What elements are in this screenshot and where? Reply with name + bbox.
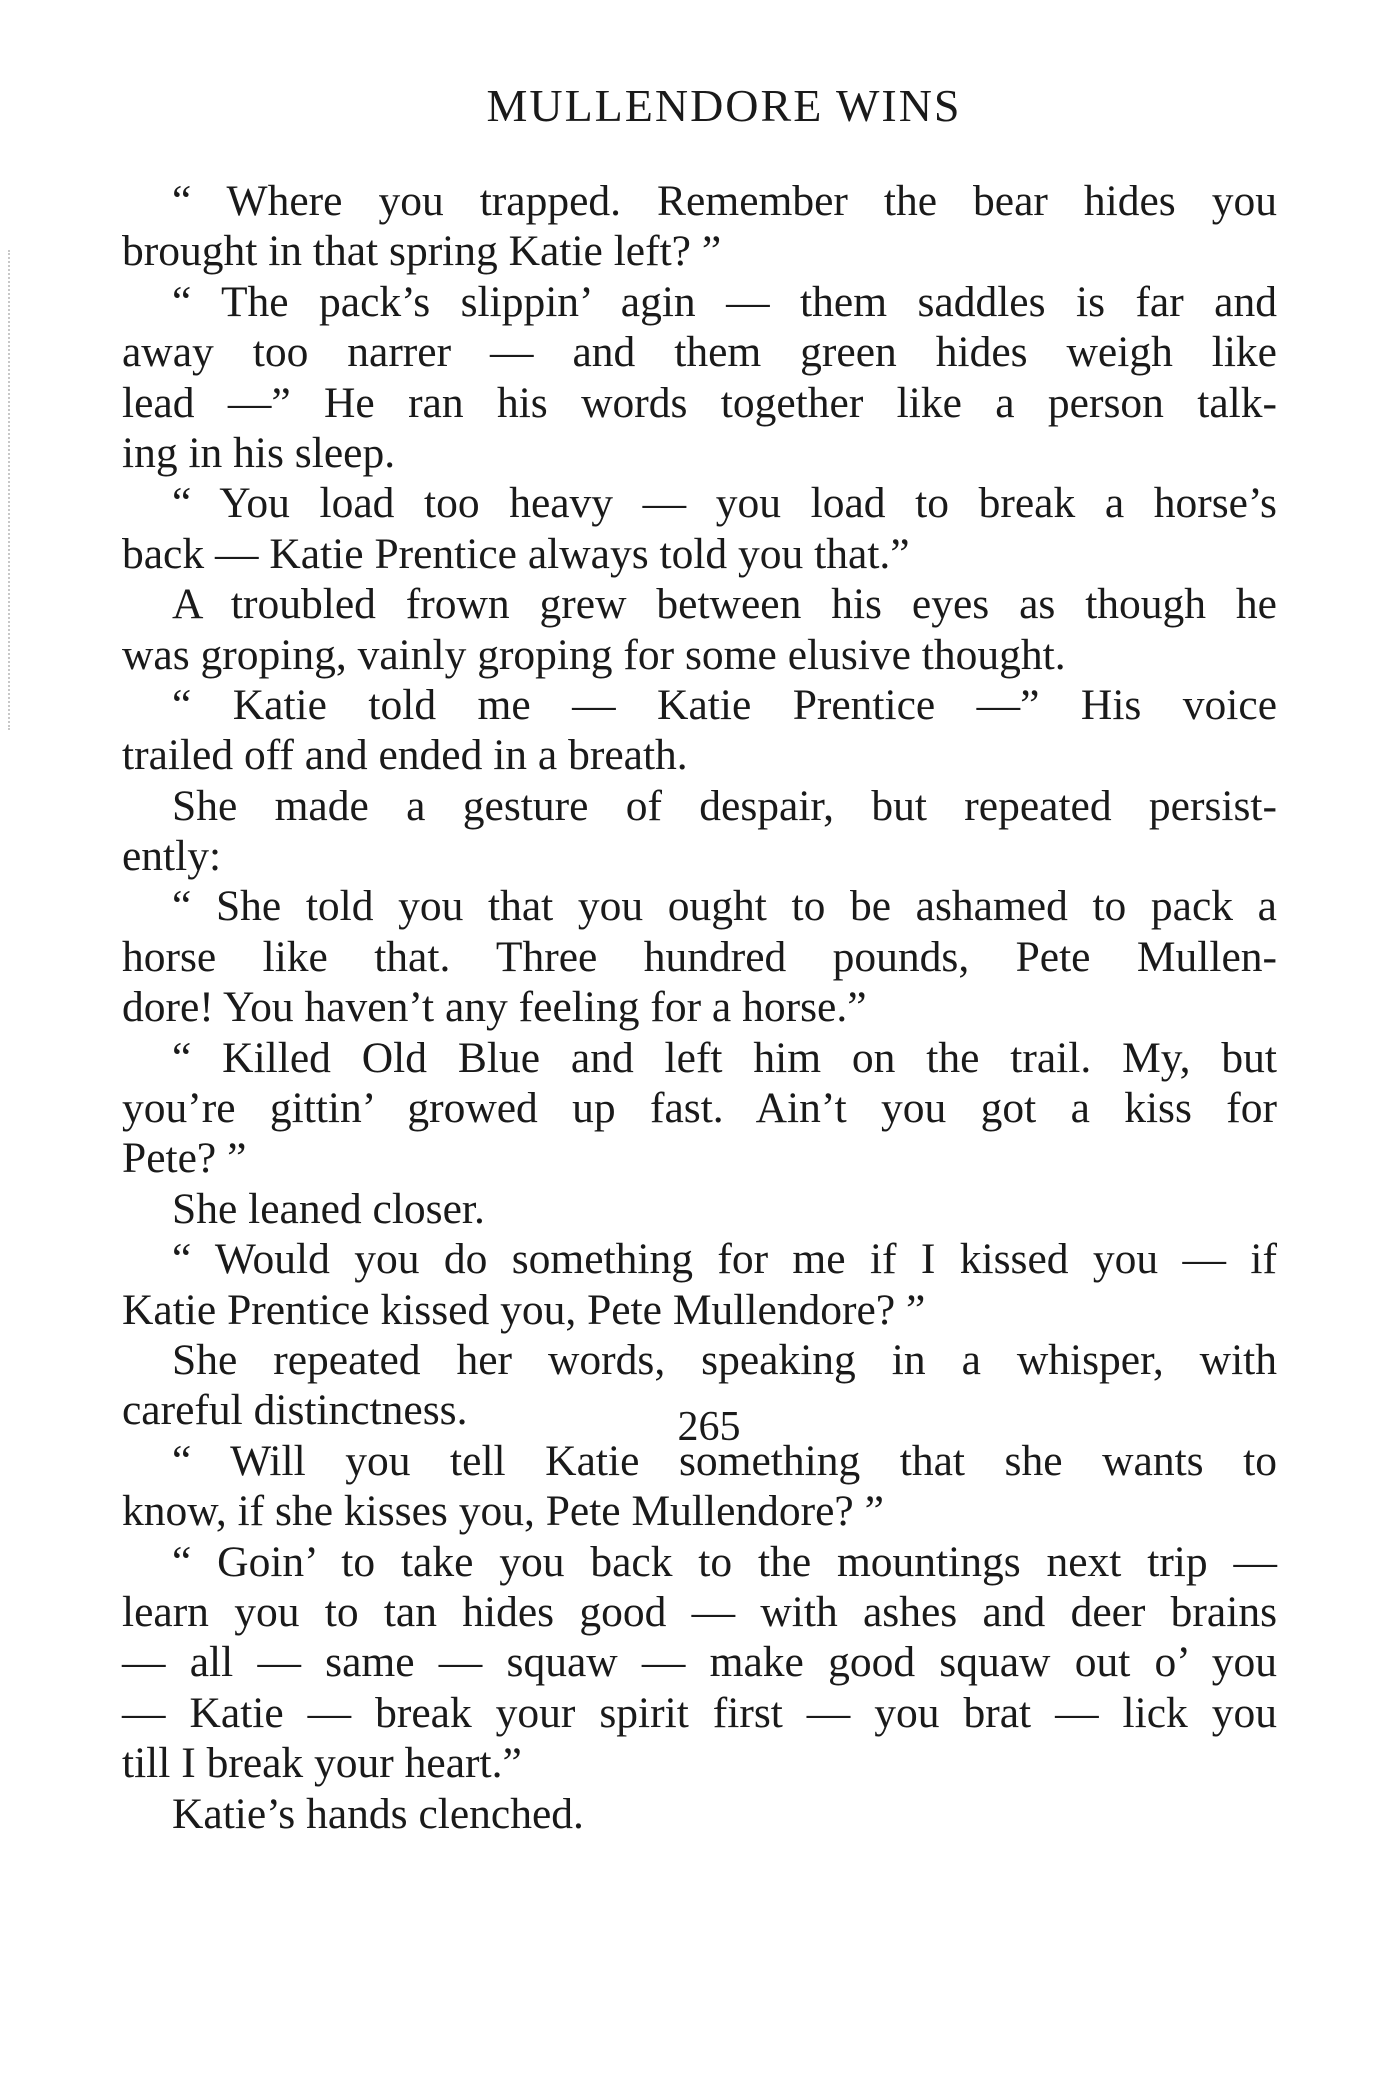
text-line: ently: [122,832,222,881]
text-line: dore! You haven’t any feeling for a horse.” [122,983,867,1032]
text-line: “ Killed Old Blue and left him on the trail. My, but [172,1033,1277,1082]
text-line: — all — same — squaw — make good squaw out o’ you [122,1638,1277,1687]
text-line: “ Would you do something for me if I kissed you — if [172,1235,1277,1284]
text-line: till I break your heart.” [122,1739,522,1788]
text-line: ing in his sleep. [122,428,396,477]
text-line: She repeated her words, speaking in a whisper, with [172,1335,1277,1384]
text-line: A troubled frown grew between his eyes as though he [172,580,1277,629]
text-line: “ You load too heavy — you load to break a horse’s [172,479,1277,528]
text-line: “ She told you that you ought to be ashamed to pack a [172,882,1277,931]
text-line: learn you to tan hides good — with ashes and deer brains [122,1587,1277,1636]
text-line: “ Where you trapped. Remember the bear hides you [172,177,1277,225]
text-line: brought in that spring Katie left? ” [122,227,722,276]
text-line: lead —” He ran his words together like a person talk- [122,378,1277,427]
text-line: was groping, vainly groping for some elusive thought. [122,630,1066,679]
page-number: 265 [677,1404,741,1450]
text-line: away too narrer — and them green hides weigh like [122,328,1277,377]
margin-specks [8,250,20,730]
text-line: Pete? ” [122,1134,247,1183]
text-line: Katie Prentice kissed you, Pete Mullendore? ” [122,1285,926,1334]
text-line: trailed off and ended in a breath. [122,731,688,780]
text-line: Katie’s hands clenched. [172,1789,584,1838]
text-line: “ Will you tell Katie something that she wants to [172,1436,1277,1485]
text-line: back — Katie Prentice always told you that.” [122,529,910,578]
text-line: She made a gesture of despair, but repeated persist- [172,781,1277,830]
text-line: “ Goin’ to take you back to the mountings next trip — [172,1537,1277,1586]
body-text [122,176,1277,1839]
text-line: you’re gittin’ growed up fast. Ain’t you got a kiss for [122,1084,1277,1133]
text-line: know, if she kisses you, Pete Mullendore? ” [122,1487,884,1536]
text-line: “ The pack’s slippin’ agin — them saddles is far and [172,277,1277,326]
text-line: “ Katie told me — Katie Prentice —” His voice [172,680,1277,729]
text-line: She leaned closer. [172,1184,485,1233]
text-line: — Katie — break your spirit first — you brat — lick you [122,1688,1277,1737]
text-line: horse like that. Three hundred pounds, Pete Mullen- [122,932,1277,981]
text-line: careful distinctness. [122,1386,468,1435]
running-head: MULLENDORE WINS [486,80,962,131]
